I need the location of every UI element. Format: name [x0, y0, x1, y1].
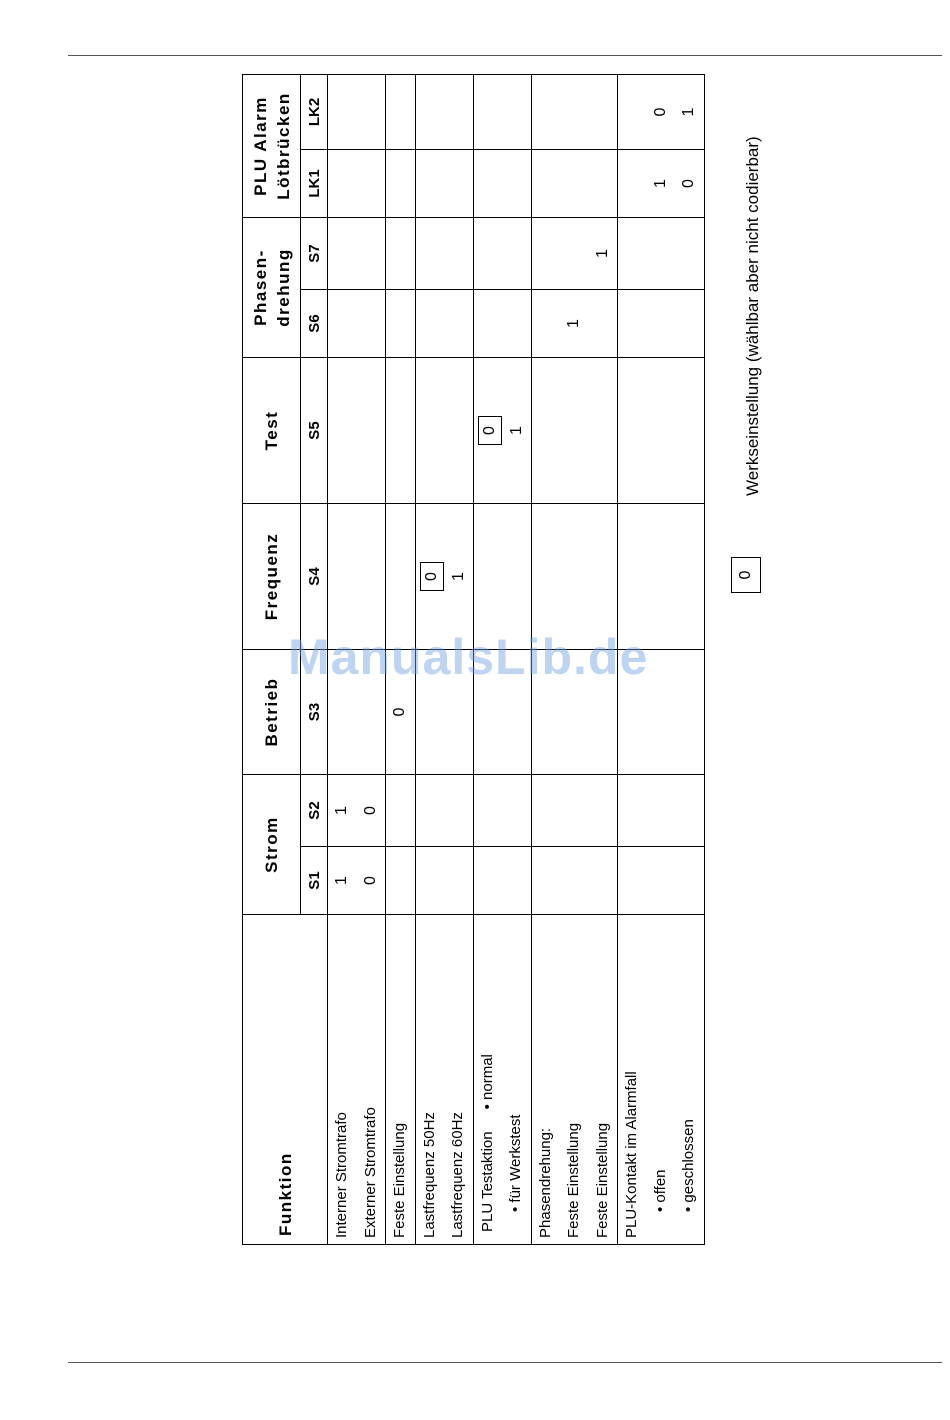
header-phasen-line1: Phasen-: [250, 249, 270, 326]
cell-s2: [328, 775, 386, 847]
value: 1: [593, 249, 611, 258]
cell-s5: [618, 358, 705, 504]
value: 0: [391, 707, 409, 717]
cell-s7: [531, 218, 618, 290]
header-funktion: Funktion: [243, 915, 328, 1245]
value: 0: [361, 806, 379, 815]
fn-bullet-normal: • normal: [478, 1054, 496, 1110]
legend-symbol-box: 0: [731, 557, 761, 593]
cell-lk1: [415, 150, 473, 218]
bottom-rule: [68, 1362, 942, 1363]
header-phasendrehung: [243, 218, 301, 358]
cell-s6: [328, 290, 386, 358]
header-plu-alarm: [243, 75, 301, 218]
switch-s7: S7: [301, 218, 328, 290]
cell-s2: [415, 775, 473, 847]
cell-s7: [618, 218, 705, 290]
fn-line: Lastfrequenz 50Hz: [420, 1112, 438, 1238]
fn-line: Phasendrehung:: [536, 1127, 554, 1238]
cell-s5: [386, 358, 416, 504]
fn-line: Lastfrequenz 60Hz: [449, 1112, 466, 1238]
cell-lk1: [386, 150, 416, 218]
header-plu-line2: Lötbrücken: [273, 92, 293, 200]
cell-s7: [415, 218, 473, 290]
cell-s6: [531, 290, 618, 358]
value: 1: [680, 107, 697, 117]
cell-lk1: [531, 150, 618, 218]
cell-lk2: [328, 75, 386, 150]
cell-s7: [473, 218, 531, 290]
cell-s1: [618, 847, 705, 915]
header-test: Test: [243, 358, 301, 504]
value: 1: [564, 319, 582, 328]
row-label-plu: [618, 915, 705, 1245]
value: 1: [450, 572, 467, 581]
cell-s7: [386, 218, 416, 290]
watermark: ManualsLib.de: [288, 629, 649, 685]
cell-lk1: [618, 150, 705, 218]
cell-s5: [328, 358, 386, 504]
cell-s5: [473, 358, 531, 504]
row-label-phasendrehung: [531, 915, 618, 1245]
fn-text: PLU Testaktion: [478, 1131, 496, 1232]
cell-s2: [386, 775, 416, 847]
row-label-frequenz: [415, 915, 473, 1245]
cell-s5: [531, 358, 618, 504]
header-strom: Strom: [243, 775, 301, 915]
cell-lk2: [618, 75, 705, 150]
fn-line: • geschlossen: [680, 1119, 697, 1212]
row-label-betrieb: [386, 915, 416, 1245]
switch-s6: S6: [301, 290, 328, 358]
value: 0: [680, 179, 697, 188]
fn-line: Feste Einstellung: [391, 1122, 408, 1238]
fn-line: • für Werkstest: [507, 1114, 524, 1212]
switch-s2: S2: [301, 775, 328, 847]
factory-default-value: 0: [420, 562, 444, 591]
fn-line: [474, 915, 503, 1244]
cell-s1: [531, 847, 618, 915]
cell-s2: [473, 775, 531, 847]
cell-s7: [328, 218, 386, 290]
fn-line: PLU-Kontakt im Alarmfall: [623, 1071, 640, 1238]
value: 1: [508, 426, 525, 435]
cell-s1: [386, 847, 416, 915]
cell-lk2: [473, 75, 531, 150]
cell-lk2: [386, 75, 416, 150]
fn-line: • offen: [651, 1169, 669, 1212]
factory-default-value: 0: [478, 416, 502, 445]
value: 1: [651, 179, 669, 188]
cell-s2: [531, 775, 618, 847]
cell-s1: [473, 847, 531, 915]
fn-line: Interner Stromtrafo: [333, 1112, 350, 1238]
row-label-strom: [328, 915, 386, 1245]
header-plu-line1: PLU Alarm: [250, 96, 270, 196]
cell-lk2: [531, 75, 618, 150]
switch-s4: S4: [301, 504, 328, 650]
cell-s6: [386, 290, 416, 358]
cell-s5: [415, 358, 473, 504]
value: 1: [333, 876, 350, 885]
legend-text: Werkseinstellung (wählbar aber nicht codierbar): [743, 136, 762, 496]
top-rule: [68, 55, 942, 56]
switch-lk1: LK1: [301, 150, 328, 218]
switch-s5: S5: [301, 358, 328, 504]
cell-s1: [415, 847, 473, 915]
value: 1: [333, 806, 350, 815]
header-phasen-line2: drehung: [273, 248, 293, 327]
value: 0: [651, 107, 669, 117]
cell-s6: [618, 290, 705, 358]
cell-s6: [473, 290, 531, 358]
switch-s3: S3: [301, 650, 328, 775]
cell-s1: [328, 847, 386, 915]
switch-s1: S1: [301, 847, 328, 915]
cell-lk2: [415, 75, 473, 150]
cell-lk1: [328, 150, 386, 218]
value: 0: [361, 876, 379, 885]
switch-lk2: LK2: [301, 75, 328, 150]
cell-s2: [618, 775, 705, 847]
header-betrieb: Betrieb: [243, 650, 301, 775]
cell-s6: [415, 290, 473, 358]
fn-line: Feste Einstellung: [593, 1122, 611, 1238]
header-frequenz: Frequenz: [243, 504, 301, 650]
fn-line: Feste Einstellung: [565, 1122, 582, 1238]
cell-lk1: [473, 150, 531, 218]
row-label-test: [473, 915, 531, 1245]
fn-line: Externer Stromtrafo: [361, 1107, 379, 1238]
